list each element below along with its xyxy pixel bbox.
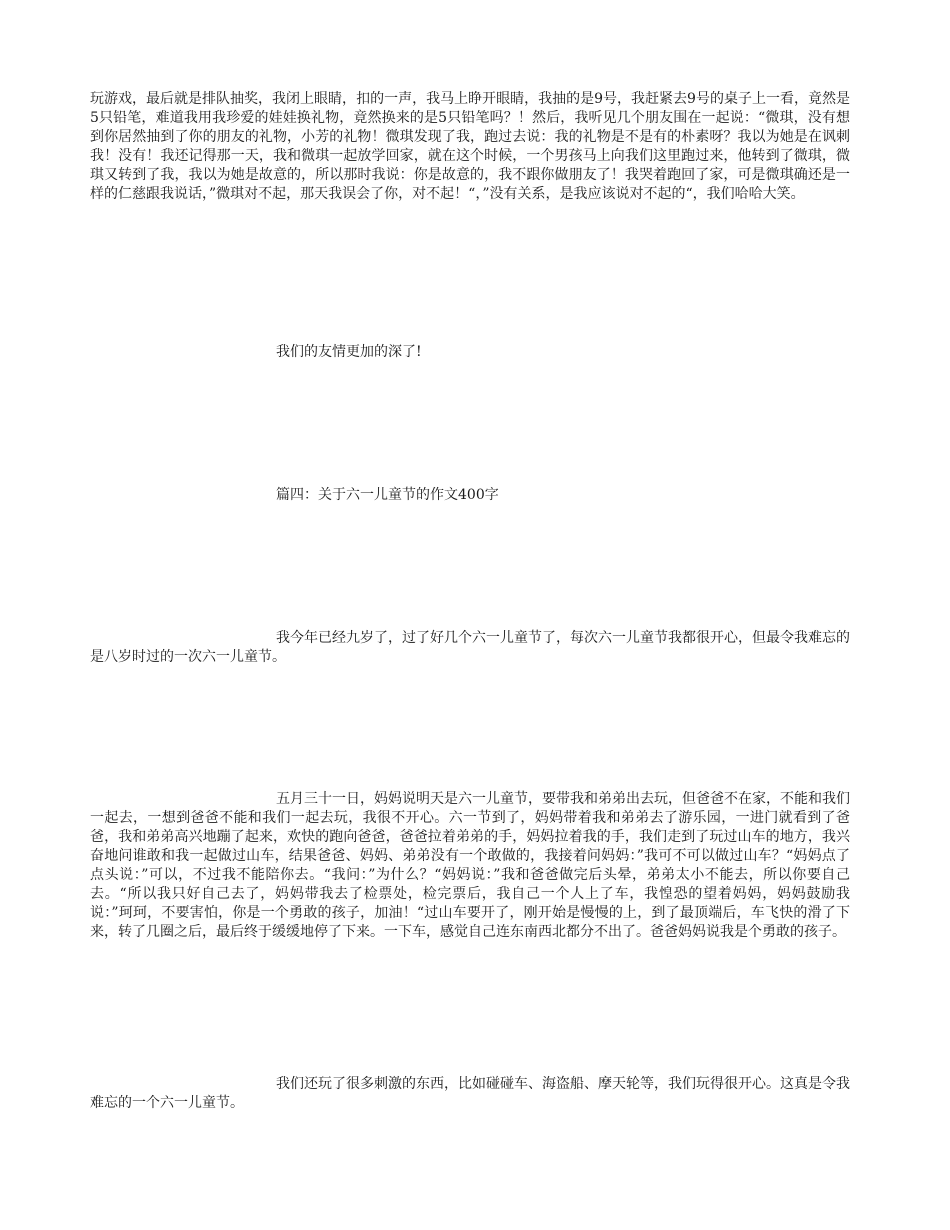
essay-title: 篇四：关于六一儿童节的作文400字 [276,487,499,503]
closing-paragraph: 我们还玩了很多刺激的东西，比如碰碰车、海盗船、摩天轮等，我们玩得很开心。这真是令我难忘的一个六一儿童节。 [90,1076,850,1111]
friendship-sentence: 我们的友情更加的深了! [276,344,422,360]
story-paragraph-roller-coaster: 五月三十一日，妈妈说明天是六一儿童节，要带我和弟弟出去玩，但爸爸不在家，不能和我们一起去，一想到爸爸不能和我们一起去玩，我很不开心。六一节到了，妈妈带着我和弟弟去了游乐园，一进门就看到了爸爸，我和弟弟高兴地蹦了起来，欢快的跑向爸爸，爸爸拉着弟弟的手，妈妈拉着我的手，我们走到了玩过山车的地方，我兴奋地问谁敢和我一起做过山车，结果爸爸、妈妈、弟弟没有一个敢做的，我接着问妈妈：”我可不可以做过山车？“妈妈点了点头说：”可以，不过我不能陪你去。“我问：”为什么？“妈妈说：”我和爸爸做完后头晕，弟弟太小不能去，所以你要自己去。“所以我只好自己去了，妈妈带我去了检票处，检完票后，我自己一个人上了车，我惶恐的望着妈妈，妈妈鼓励我说：”珂珂，不要害怕，你是一个勇敢的孩子，加油！“过山车要开了，刚开始是慢慢的上，到了最顶端后，车飞快的滑了下来，转了几圈之后，最后终于缓缓地停了下来。一下车，感觉自己连东南西北都分不出了。爸爸妈妈说我是个勇敢的孩子。 [90,791,850,940]
story-paragraph-lottery: 玩游戏，最后就是排队抽奖，我闭上眼睛，扣的一声，我马上睁开眼睛，我抽的是9号，我赶紧去9号的桌子上一看，竟然是5只铅笔，难道我用我珍爱的娃娃换礼物，竟然换来的是5只铅笔吗？！然后，我听见几个朋友围在一起说：“微琪，没有想到你居然抽到了你的朋友的礼物，小芳的礼物！微琪发现了我，跑过去说：我的礼物是不是有的朴素呀？我以为她是在讽刺我！没有！我还记得那一天，我和微琪一起放学回家，就在这个时候，一个男孩马上向我们这里跑过来，他转到了微琪，微琪又转到了我，我以为她是故意的，所以那时我说：你是故意的，我不跟你做朋友了！我哭着跑回了家，可是微琪确还是一样的仁慈跟我说话，”微琪对不起，那天我误会了你，对不起！“，”没有关系，是我应该说对不起的“，我们哈哈大笑。 [90,91,850,202]
intro-paragraph: 我今年已经九岁了，过了好几个六一儿童节了，每次六一儿童节我都很开心，但最令我难忘的是八岁时过的一次六一儿童节。 [90,630,850,665]
